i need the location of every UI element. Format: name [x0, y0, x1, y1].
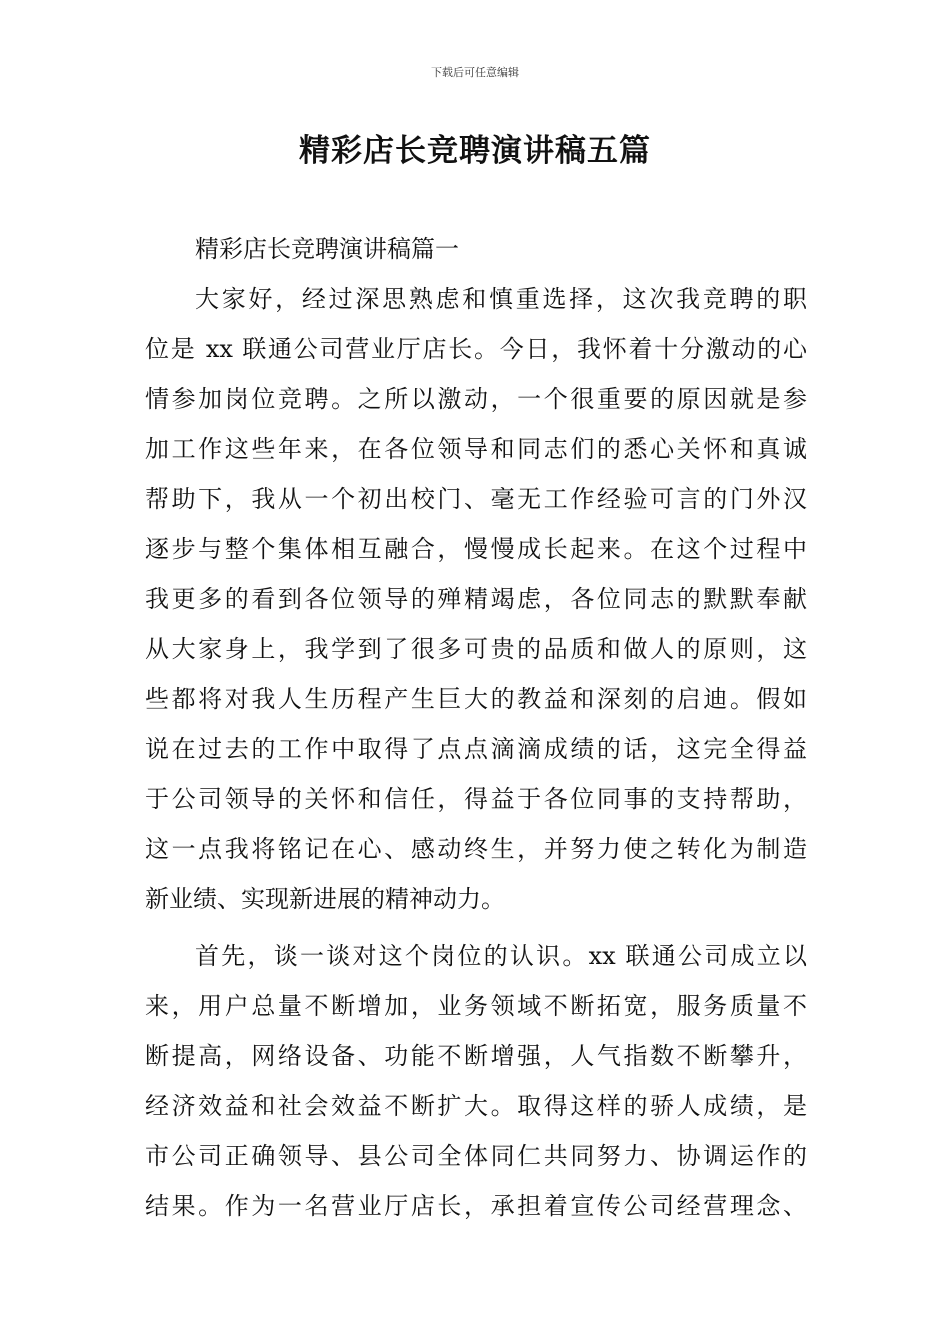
paragraph-line: 我更多的看到各位领导的殚精竭虑，各位同志的默默奉献	[145, 585, 807, 613]
header-note: 下载后可任意编辑	[431, 66, 519, 79]
paragraph-line: 说在过去的工作中取得了点点滴滴成绩的话，这完全得益	[145, 735, 807, 763]
paragraph-line: 帮助下，我从一个初出校门、毫无工作经验可言的门外汉	[145, 485, 807, 513]
paragraph-line: 新业绩、实现新进展的精神动力。	[145, 885, 505, 913]
paragraph-line: 经济效益和社会效益不断扩大。取得这样的骄人成绩，是	[145, 1092, 807, 1120]
paragraph-line: 加工作这些年来，在各位领导和同志们的悉心关怀和真诚	[145, 435, 807, 463]
paragraph-line: 情参加岗位竞聘。之所以激动，一个很重要的原因就是参	[145, 385, 807, 413]
paragraph-line: 于公司领导的关怀和信任，得益于各位同事的支持帮助，	[145, 785, 807, 813]
paragraph-line: 断提高，网络设备、功能不断增强，人气指数不断攀升，	[145, 1042, 807, 1070]
paragraph-line: 位是 xx 联通公司营业厅店长。今日，我怀着十分激动的心	[145, 335, 807, 363]
document-body	[145, 224, 807, 1231]
paragraph-line: 大家好，经过深思熟虑和慎重选择，这次我竞聘的职	[195, 285, 807, 313]
paragraph-line: 这一点我将铭记在心、感动终生，并努力使之转化为制造	[145, 835, 807, 863]
paragraph-line: 从大家身上，我学到了很多可贵的品质和做人的原则，这	[145, 635, 807, 663]
document-title: 精彩店长竞聘演讲稿五篇	[299, 133, 651, 169]
paragraph-line: 逐步与整个集体相互融合，慢慢成长起来。在这个过程中	[145, 535, 807, 563]
paragraph-line: 首先，谈一谈对这个岗位的认识。xx 联通公司成立以	[195, 942, 807, 970]
paragraph-line: 市公司正确领导、县公司全体同仁共同努力、协调运作的	[145, 1142, 807, 1170]
section-heading: 精彩店长竞聘演讲稿篇一	[195, 235, 459, 263]
paragraph-line: 来，用户总量不断增加，业务领域不断拓宽，服务质量不	[145, 992, 807, 1020]
paragraph-line: 些都将对我人生历程产生巨大的教益和深刻的启迪。假如	[145, 685, 807, 713]
paragraph-line: 结果。作为一名营业厅店长，承担着宣传公司经营理念、	[145, 1192, 807, 1220]
